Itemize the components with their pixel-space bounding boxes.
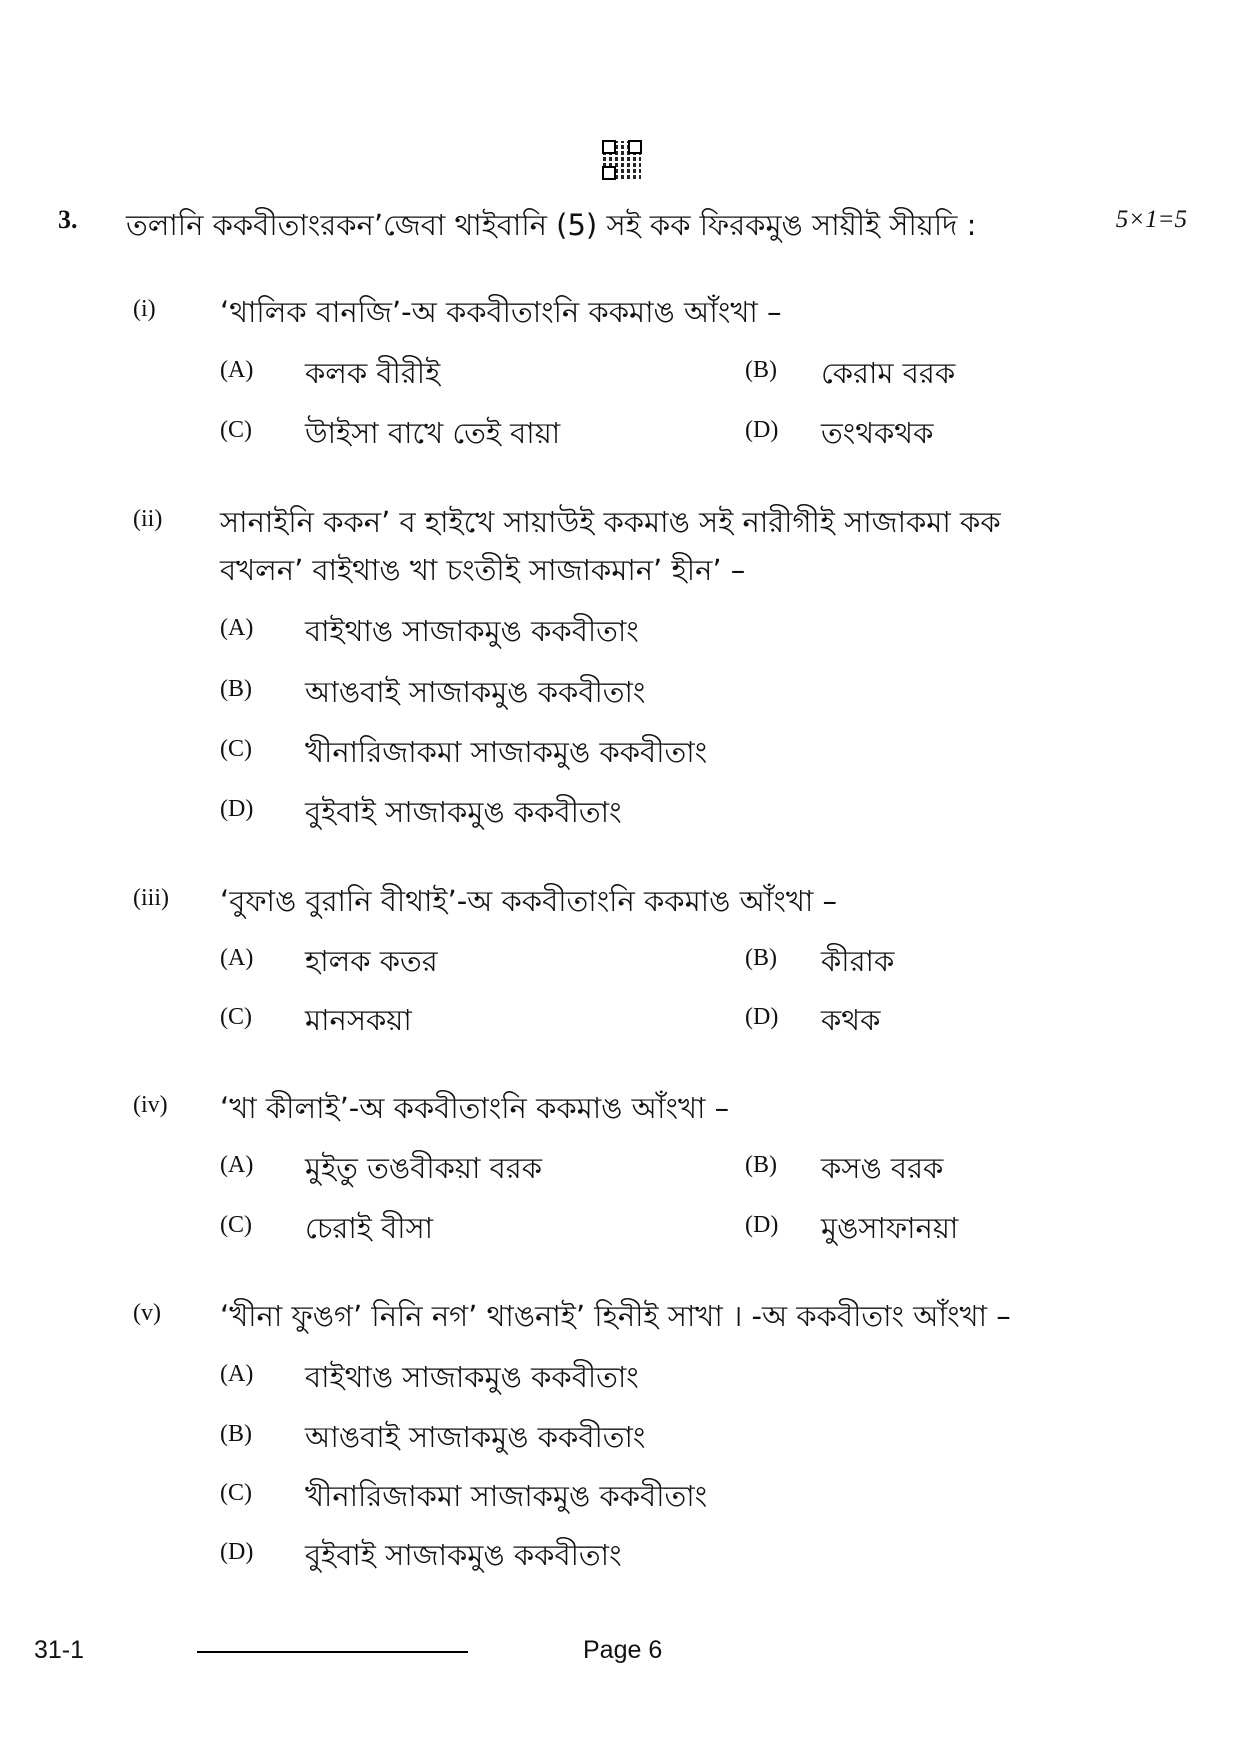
option-label: (B) xyxy=(745,945,777,971)
option-text: আঙবাই সাজাকমুঙ ককবীতাং xyxy=(305,675,646,709)
option-label: (D) xyxy=(745,417,779,443)
option-label: (B) xyxy=(220,1421,252,1447)
option-text: বাইথাঙ সাজাকমুঙ ককবীতাং xyxy=(305,1360,639,1394)
option-text: চেরাই বীসা xyxy=(305,1211,434,1245)
option-text: আঙবাই সাজাকমুঙ ককবীতাং xyxy=(305,1420,646,1454)
option-text: কীরাক xyxy=(821,944,895,978)
option-text: কসঙ বরক xyxy=(821,1151,944,1185)
option-label: (A) xyxy=(220,1152,254,1178)
option-text: মুঙসাফানয়া xyxy=(821,1211,959,1245)
option-label: (B) xyxy=(220,676,252,702)
option-text: বাইথাঙ সাজাকমুঙ ককবীতাং xyxy=(305,614,639,648)
subquestion-text: সানাইনি ককন’ ব হাইখে সায়াউই ককমাঙ সই নারীগীই সাজাকমা কক xyxy=(220,505,1001,539)
question-marks: 5×1=5 xyxy=(1115,206,1187,233)
subquestion-text: ‘থালিক বানজি’-অ ককবীতাংনি ককমাঙ আঁংখা – xyxy=(220,295,782,329)
subquestion-label: (i) xyxy=(133,296,156,322)
option-label: (A) xyxy=(220,1361,254,1387)
option-text: মানসকয়া xyxy=(305,1003,412,1037)
question-number: 3. xyxy=(58,205,78,234)
option-text: বুইবাই সাজাকমুঙ ককবীতাং xyxy=(305,1538,622,1572)
option-label: (D) xyxy=(220,796,254,822)
subquestion-label: (iv) xyxy=(133,1092,168,1118)
option-label: (B) xyxy=(745,1152,777,1178)
option-label: (C) xyxy=(220,736,252,762)
subquestion-text: বখলন’ বাইথাঙ খা চংতীই সাজাকমান’ হীন’ – xyxy=(220,553,746,587)
subquestion-text: ‘খীনা ফুঙগ’ নিনি নগ’ থাঙনাই’ হিনীই সাখা । -অ ককবীতাং আঁংখা – xyxy=(220,1299,1011,1333)
option-text: উাইসা বাখে তেই বায়া xyxy=(305,416,561,450)
qr-code xyxy=(602,140,642,180)
subquestion-text: ‘খা কীলাই’-অ ককবীতাংনি ককমাঙ আঁংখা – xyxy=(220,1091,730,1125)
page-number: Page 6 xyxy=(583,1636,663,1664)
option-label: (C) xyxy=(220,417,252,443)
option-label: (C) xyxy=(220,1004,252,1030)
option-text: বুইবাই সাজাকমুঙ ককবীতাং xyxy=(305,795,622,829)
option-text: তংথকথক xyxy=(821,416,934,450)
question-instruction: তলানি ককবীতাংরকন’জেবা থাইবানি (5) সই কক ফিরকমুঙ সায়ীই সীয়দি : xyxy=(126,208,977,242)
option-text: কেরাম বরক xyxy=(821,356,956,390)
subquestion-label: (ii) xyxy=(133,506,163,532)
option-label: (C) xyxy=(220,1480,252,1506)
option-label: (C) xyxy=(220,1212,252,1238)
subquestion-text: ‘বুফাঙ বুরানি বীথাই’-অ ককবীতাংনি ককমাঙ আঁংখা – xyxy=(220,884,838,918)
option-label: (A) xyxy=(220,945,254,971)
option-label: (D) xyxy=(220,1539,254,1565)
subquestion-label: (iii) xyxy=(133,885,169,911)
option-label: (A) xyxy=(220,357,254,383)
option-label: (A) xyxy=(220,615,254,641)
option-label: (D) xyxy=(745,1212,779,1238)
footer-divider xyxy=(197,1651,468,1653)
paper-code: 31-1 xyxy=(34,1636,85,1664)
subquestion-label: (v) xyxy=(133,1300,161,1326)
option-text: মুইতু তঙবীকয়া বরক xyxy=(305,1151,543,1185)
option-text: খীনারিজাকমা সাজাকমুঙ ককবীতাং xyxy=(305,1479,708,1513)
option-label: (D) xyxy=(745,1004,779,1030)
option-text: হালক কতর xyxy=(305,944,438,978)
option-text: কথক xyxy=(821,1003,881,1037)
option-label: (B) xyxy=(745,357,777,383)
option-text: কলক বীরীই xyxy=(305,356,441,390)
option-text: খীনারিজাকমা সাজাকমুঙ ককবীতাং xyxy=(305,735,708,769)
